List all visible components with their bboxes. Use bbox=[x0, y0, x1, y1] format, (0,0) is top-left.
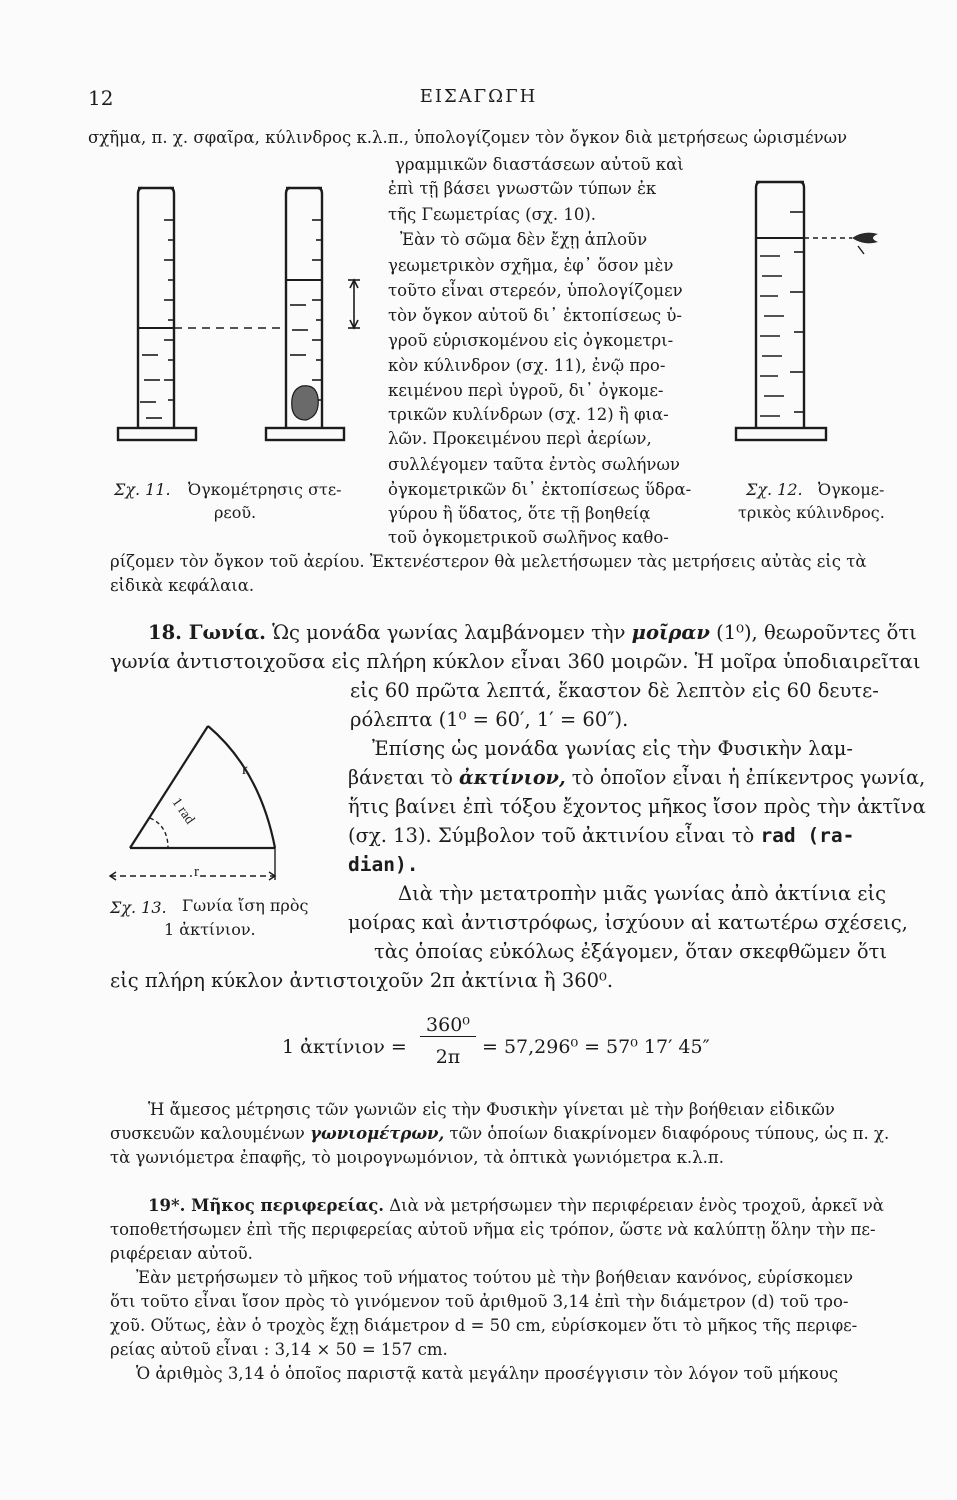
fig12-label: Σχ. 12. bbox=[746, 480, 803, 499]
label-rad: 1 rad bbox=[168, 795, 198, 828]
figure-13-radian bbox=[110, 680, 300, 880]
text-line: τῆς Γεωμετρίας (σχ. 10). bbox=[388, 205, 597, 224]
text-line: τοποθετήσωμεν ἐπὶ τῆς περιφερείας αὐτοῦ νῆμα εἰς τρόπον, ὥστε νὰ καλύπτῃ ὅλην τὴν πε- bbox=[110, 1220, 876, 1239]
text-line: γύρου ἢ ὕδατος, ὅτε τῇ βοηθείᾳ bbox=[388, 504, 651, 523]
text-line: συλλέγομεν ταῦτα ἐντὸς σωλήνων bbox=[388, 455, 680, 474]
text-span: (σχ. 13). Σύμβολον τοῦ ἀκτινίου εἶναι τὸ bbox=[348, 824, 755, 847]
page-number: 12 bbox=[88, 86, 114, 110]
text-line: τὰς ὁποίας εὐκόλως ἐξάγομεν, ὅταν σκεφθῶμεν ὅτι bbox=[374, 940, 888, 963]
text-line: ἐπὶ τῇ βάσει γνωστῶν τύπων ἐκ bbox=[388, 179, 657, 198]
section-18-text bbox=[148, 621, 917, 644]
formula-lhs: 1 ἀκτίνιον = bbox=[282, 1036, 407, 1058]
text-line: τοῦτο εἶναι στερεόν, ὑπολογίζομεν bbox=[388, 281, 683, 300]
text-line: ἥτις βαίνει ἐπὶ τόξου ἔχοντος μῆκος ἴσον πρὸς τὴν ἀκτῖνα bbox=[348, 795, 926, 818]
fig13-caption: Γωνία ἴση πρὸς bbox=[182, 896, 309, 915]
text-line: τοῦ ὀγκομετρικοῦ σωλῆνος καθο- bbox=[388, 528, 669, 547]
text-line: τρικῶν κυλίνδρων (σχ. 12) ἢ φια- bbox=[388, 405, 669, 424]
text-line: εἰδικὰ κεφάλαια. bbox=[110, 576, 255, 595]
text-line bbox=[110, 1124, 889, 1143]
text-line: τὸν ὄγκον αὐτοῦ δι᾽ ἐκτοπίσεως ὑ- bbox=[388, 306, 682, 325]
text-line: Διὰ τὴν μετατροπὴν μιᾶς γωνίας ἀπὸ ἀκτίνια εἰς bbox=[398, 882, 887, 905]
fig12-caption: τρικὸς κύλινδρος. bbox=[738, 503, 885, 522]
text-line: γεωμετρικὸν σχῆμα, ἐφ᾽ ὅσον μὲν bbox=[388, 256, 674, 275]
text-line bbox=[348, 824, 854, 847]
text-line: κειμένου περὶ ὑγροῦ, δι᾽ ὀγκομε- bbox=[388, 381, 664, 400]
text-line bbox=[348, 766, 925, 789]
text-line: εἰς 60 πρῶτα λεπτά, ἕκαστον δὲ λεπτὸν εἰς 60 δευτε- bbox=[350, 679, 879, 702]
fig11-caption: ρεοῦ. bbox=[214, 503, 257, 522]
text-line: ὅτι τοῦτο εἶναι ἴσον πρὸς τὸ γινόμενον τοῦ ἀριθμοῦ 3,14 ἐπὶ τὴν διάμετρον (d) τοῦ τρο- bbox=[110, 1292, 849, 1311]
formula-rhs: = 57,296⁰ = 57⁰ 17′ 45″ bbox=[482, 1036, 710, 1058]
text-line: χοῦ. Οὕτως, ἐὰν ὁ τροχὸς ἔχῃ διάμετρον d = 50 cm, εὑρίσκομεν ὅτι τὸ μῆκος τῆς περιφε- bbox=[110, 1316, 858, 1335]
text-line: Ἐὰν τὸ σῶμα δὲν ἔχῃ ἁπλοῦν bbox=[400, 230, 648, 249]
text-span: τὸ ὁποῖον εἶναι ἡ ἐπίκεντρος γωνία, bbox=[571, 766, 926, 789]
running-title: ΕΙΣΑΓΩΓΗ bbox=[419, 86, 538, 107]
text-span: Διὰ νὰ μετρήσωμεν τὴν περιφέρειαν ἑνὸς τροχοῦ, ἀρκεῖ νὰ bbox=[389, 1196, 884, 1215]
fig13-caption: 1 ἀκτίνιον. bbox=[164, 920, 256, 939]
section-18-heading: 18. Γωνία. bbox=[148, 621, 266, 644]
text-line: ρίζομεν τὸν ὄγκον τοῦ ἀερίου. Ἐκτενέστερον θὰ μελετήσωμεν τὰς μετρήσεις αὐτὰς εἰς τὰ bbox=[110, 552, 867, 571]
text-span: τῶν ὁποίων διακρίνομεν διαφόρους τύπους, ὡς π. χ. bbox=[449, 1124, 890, 1143]
text-line: μοίρας καὶ ἀντιστρόφως, ἰσχύουν αἱ κατωτέρω σχέσεις, bbox=[348, 911, 908, 934]
text-line: σχῆμα, π. χ. σφαῖρα, κύλινδρος κ.λ.π., ὑπολογίζομεν τὸν ὄγκον διὰ μετρήσεως ὡρισμένων bbox=[88, 128, 848, 147]
text-line: Ἐὰν μετρήσωμεν τὸ μῆκος τοῦ νήματος τούτου μὲ τὴν βοήθειαν κανόνος, εὑρίσκομεν bbox=[136, 1268, 854, 1287]
text-span: βάνεται τὸ bbox=[348, 766, 453, 789]
figure-11-cylinders bbox=[110, 180, 370, 470]
text-line: γωνία ἀντιστοιχοῦσα εἰς πλήρη κύκλον εἶναι 360 μοιρῶν. Ἡ μοῖρα ὑποδιαιρεῖται bbox=[110, 650, 921, 673]
text-line: ρόλεπτα (1⁰ = 60′, 1′ = 60″). bbox=[350, 708, 629, 731]
label-r-side: r bbox=[242, 761, 248, 778]
rad-symbol: rad (ra- bbox=[760, 824, 855, 847]
text-line: ὀγκομετρικῶν δι᾽ ἐκτοπίσεως ὕδρα- bbox=[388, 480, 692, 499]
text-line: dian). bbox=[348, 853, 419, 876]
text-line: Ἡ ἄμεσος μέτρησις τῶν γωνιῶν εἰς τὴν Φυσικὴν γίνεται μὲ τὴν βοήθειαν εἰδικῶν bbox=[148, 1100, 835, 1119]
figure-12-cylinder bbox=[728, 172, 898, 462]
fig12-caption: Ὀγκομε- bbox=[818, 480, 885, 499]
term-goniometra: γωνιομέτρων, bbox=[310, 1124, 445, 1143]
text-line: τὰ γωνιόμετρα ἐπαφῆς, τὸ μοιρογνωμόνιον, τὰ ὀπτικὰ γωνιόμετρα κ.λ.π. bbox=[110, 1148, 724, 1167]
text-line: λῶν. Προκειμένου περὶ ἀερίων, bbox=[388, 429, 652, 448]
text-line: εἰς πλήρη κύκλον ἀντιστοιχοῦν 2π ἀκτίνια ἢ 360⁰. bbox=[110, 969, 614, 992]
fig11-caption: Ὀγκομέτρησις στε- bbox=[188, 480, 342, 499]
text-line: ριφέρειαν αὐτοῦ. bbox=[110, 1244, 253, 1263]
text-line: κὸν κύλινδρον (σχ. 11), ἐνῷ προ- bbox=[388, 356, 666, 375]
section-19-heading: 19*. Μῆκος περιφερείας. bbox=[148, 1196, 385, 1215]
text-line: ρείας αὐτοῦ εἶναι : 3,14 × 50 = 157 cm. bbox=[110, 1340, 448, 1359]
text-span: συσκευῶν καλουμένων bbox=[110, 1124, 305, 1143]
text-line: γραμμικῶν διαστάσεων αὐτοῦ καὶ bbox=[395, 155, 684, 174]
fig11-label: Σχ. 11. bbox=[114, 480, 171, 499]
formula-denominator: 2π bbox=[435, 1046, 461, 1068]
fig13-label: Σχ. 13. bbox=[110, 898, 167, 917]
text-span: (1⁰), θεωροῦντες ὅτι bbox=[716, 621, 917, 644]
term-moira: μοῖραν bbox=[631, 621, 710, 644]
text-line: Ἐπίσης ὡς μονάδα γωνίας εἰς τὴν Φυσικὴν λαμ- bbox=[372, 737, 854, 760]
text-line: γροῦ εὑρισκομένου εἰς ὀγκομετρι- bbox=[388, 331, 674, 350]
formula-numerator: 360⁰ bbox=[420, 1014, 476, 1037]
label-r-bottom: r bbox=[194, 864, 199, 880]
text-span: Ὡς μονάδα γωνίας λαμβάνομεν τὴν bbox=[272, 621, 626, 644]
text-line: Ὁ ἀριθμὸς 3,14 ὁ ὁποῖος παριστᾷ κατὰ μεγάλην προσέγγισιν τὸν λόγον τοῦ μήκους bbox=[136, 1364, 839, 1383]
term-aktinion: ἀκτίνιον, bbox=[459, 766, 566, 789]
text-line bbox=[148, 1196, 884, 1215]
